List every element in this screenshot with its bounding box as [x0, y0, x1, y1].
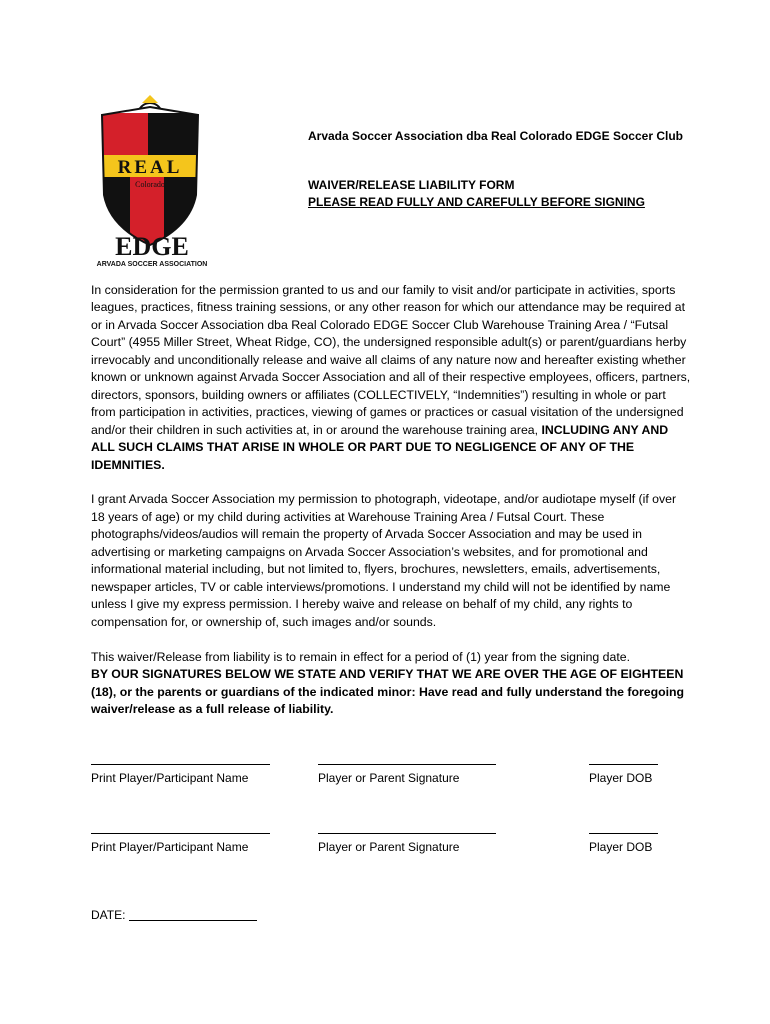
form-header — [308, 128, 683, 211]
logo-real-text: REAL — [117, 157, 183, 178]
name-field-1[interactable] — [91, 764, 270, 785]
logo-association-text: ARVADA SOCCER ASSOCIATION — [96, 261, 208, 268]
release-text: In consideration for the permission granted to us and our family to visit and/or participate in activities, sports leagues, practices, fitness training sessions, or any other reason for which our attendance may be required at or in Arvada Soccer Association dba Real Colorado EDGE Soccer Club Warehouse Training Area / “Futsal Court” (4955 Miller Street, Wheat Ridge, CO), the undersigned responsible adult(s) or parent/guardians herby irrevocably and unconditionally release and waive all claims of any nature now and hereafter existing whether known or unknown against Arvada Soccer Association and all of their respective employees, officers, partners, directors, sponsors, building owners or affiliates (COLLECTIVELY, “Indemnities”) resulting in whole or part from participation in activities, practices, viewing of games or practices or casual visitation of the undersigned and/or their children in such activities at, in or around the warehouse training area, — [91, 283, 691, 437]
duration-text: This waiver/Release from liability is to remain in effect for a period of (1) year from the signing date. — [91, 649, 631, 664]
media-paragraph: I grant Arvada Soccer Association my permission to photograph, videotape, and/or audiotape myself (if over 18 years of age) or my child during activities at Warehouse Training Area / Futsal Court. These photographs/videos/audios will remain the property of Arvada Soccer Association and may be used in advertising or marketing campaigns on Arvada Soccer Association’s websites, and for promotional and informational material including, but not limited to, flyers, brochures, newsletters, emails, advertisements, newspaper articles, TV or cable interviews/promotions. I understand my child will not be identified by name unless I give my express permission. I hereby waive and release on behalf of my child, any rights to compensation for, or ownership of, such images and/or sounds. — [91, 492, 677, 629]
club-logo — [92, 95, 208, 270]
name-field-2[interactable] — [91, 833, 270, 854]
duration-paragraph — [91, 649, 691, 719]
date-field — [91, 908, 257, 922]
date-input-line[interactable] — [129, 908, 257, 921]
dob-label: Player DOB — [589, 771, 653, 785]
logo-edge-text: EDGE — [115, 232, 189, 261]
waiver-body — [91, 282, 691, 736]
signature-label: Player or Parent Signature — [318, 840, 460, 854]
dob-field-2[interactable] — [589, 833, 658, 854]
signature-row-2 — [0, 833, 770, 873]
date-label: DATE: — [91, 908, 126, 922]
negligence-clause: INCLUDING ANY AND ALL SUCH CLAIMS THAT ARISE IN WHOLE OR PART DUE TO NEGLIGENCE OF ANY OF THE IDEMNITIES. — [91, 422, 669, 472]
signature-field-2[interactable] — [318, 833, 496, 854]
release-paragraph — [91, 282, 691, 474]
signature-label: Player or Parent Signature — [318, 771, 460, 785]
form-title: WAIVER/RELEASE LIABILITY FORM — [308, 178, 515, 192]
signature-field-1[interactable] — [318, 764, 496, 785]
dob-label: Player DOB — [589, 840, 653, 854]
read-instruction: PLEASE READ FULLY AND CAREFULLY BEFORE SIGNING — [308, 195, 645, 209]
logo-colorado-text: Colorado — [135, 180, 165, 189]
dob-field-1[interactable] — [589, 764, 658, 785]
organization-name: Arvada Soccer Association dba Real Colorado EDGE Soccer Club — [308, 129, 683, 143]
verification-statement: BY OUR SIGNATURES BELOW WE STATE AND VERIFY THAT WE ARE OVER THE AGE OF EIGHTEEN (18), or the parents or guardians of the indicated minor: Have read and fully understand the foregoing waiver/release as a full release of liability. — [91, 667, 685, 716]
name-label: Print Player/Participant Name — [91, 840, 249, 854]
name-label: Print Player/Participant Name — [91, 771, 249, 785]
signature-row-1 — [0, 764, 770, 804]
